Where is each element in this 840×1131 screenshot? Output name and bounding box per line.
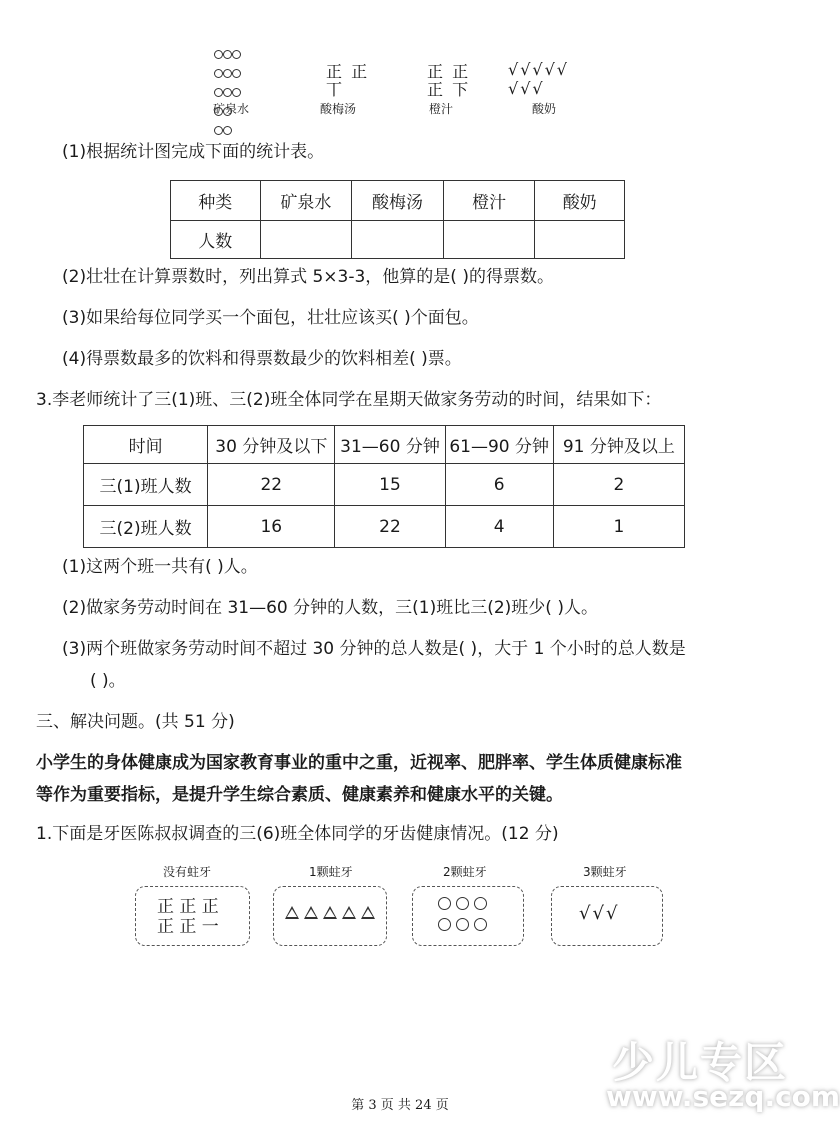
table-cell: 6 [445,464,553,506]
box-title-1-cavity: 1颗蛀牙 [309,865,353,879]
section-q1: 1.下面是牙医陈叔叔调查的三(6)班全体同学的牙齿健康情况。(12 分) [36,824,559,844]
table-cell: 15 [335,464,445,506]
tally-sour-plum-line2: 丅 [326,80,345,99]
q2-part2: (2)壮壮在计算票数时，列出算式 5×3-3，他算的是( )的得票数。 [62,267,554,287]
tally-line: 正 正 正 [157,897,219,917]
table-header-cell: 种类 [171,181,261,221]
circle-icon [456,918,469,931]
q3-part1: (1)这两个班一共有( )人。 [62,557,258,577]
tally-yogurt-line1: √√√√√ [508,60,569,79]
circle-icon [438,918,451,931]
drink-stats-table [170,180,625,259]
q3-part3: (3)两个班做家务劳动时间不超过 30 分钟的总人数是( )，大于 1 个小时的总人数是 [62,639,686,659]
no-cavity-tally [157,897,219,937]
triangle-icon [342,906,356,919]
water-circles-icon [214,45,254,140]
table-header-cell: 91 分钟及以上 [553,426,684,464]
table-header-cell: 时间 [84,426,208,464]
check-symbols: √√√ [579,903,620,924]
table-header-cell: 酸梅汤 [352,181,444,221]
tally-orange-line2: 正 下 [427,80,471,99]
section-intro-line1: 小学生的身体健康成为国家教育事业的重中之重，近视率、肥胖率、学生体质健康标准 [36,753,682,773]
box-title-no-cavity: 没有蛀牙 [163,865,212,879]
circle-icon [438,897,451,910]
circle-icon [474,897,487,910]
table-cell: 2 [553,464,684,506]
triangle-icon [285,906,299,919]
table-header-cell: 酸奶 [535,181,625,221]
tally-line: 正 正 一 [157,917,219,937]
table-row-label: 三(2)班人数 [84,506,208,548]
section-intro-line2: 等作为重要指标，是提升学生综合素质、健康素养和健康水平的关键。 [36,785,563,805]
tally-label-yogurt: 酸奶 [532,102,557,116]
table-header-cell: 橙汁 [443,181,535,221]
circle-icon [456,897,469,910]
table-header-cell: 31—60 分钟 [335,426,445,464]
table-header-cell: 61—90 分钟 [445,426,553,464]
triangle-icon [304,906,318,919]
q3-part2: (2)做家务劳动时间在 31—60 分钟的人数，三(1)班比三(2)班少( )人。 [62,598,598,618]
table-row-label: 三(1)班人数 [84,464,208,506]
box-title-2-cavity: 2颗蛀牙 [443,865,487,879]
circle-symbols [438,895,492,937]
table-answer-cell[interactable] [260,221,352,259]
box-title-3-cavity: 3颗蛀牙 [583,865,627,879]
triangle-symbols [285,904,380,924]
tally-sour-plum-line1: 正 正 [326,62,370,81]
table-header-cell: 30 分钟及以下 [208,426,335,464]
table-answer-cell[interactable] [443,221,535,259]
watermark-brand: 少儿专区 [612,1038,789,1087]
circle-icon [474,918,487,931]
table-header-cell: 矿泉水 [260,181,352,221]
table-answer-cell[interactable] [352,221,444,259]
q2-part1: (1)根据统计图完成下面的统计表。 [62,142,325,162]
tally-label-orange: 橙汁 [429,102,454,116]
section-title: 三、解决问题。(共 51 分) [36,712,235,732]
table-answer-cell[interactable] [535,221,625,259]
triangle-icon [323,906,337,919]
table-cell: 1 [553,506,684,548]
table-row-label: 人数 [171,221,261,259]
watermark-url: www.sezq.com [606,1080,840,1113]
table-cell: 22 [335,506,445,548]
tally-orange-line1: 正 正 [427,62,471,81]
table-cell: 22 [208,464,335,506]
q2-part4: (4)得票数最多的饮料和得票数最少的饮料相差( )票。 [62,349,462,369]
tally-label-sour-plum: 酸梅汤 [320,102,357,116]
page-footer: 第 3 页 共 24 页 [351,1098,449,1113]
table-cell: 4 [445,506,553,548]
q3-part3-cont: ( )。 [90,671,126,691]
table-cell: 16 [208,506,335,548]
housework-time-table [83,425,685,548]
q3-intro: 3.李老师统计了三(1)班、三(2)班全体同学在星期天做家务劳动的时间，结果如下： [36,390,662,410]
q2-part3: (3)如果给每位同学买一个面包，壮壮应该买( )个面包。 [62,308,479,328]
triangle-icon [361,906,375,919]
tally-yogurt-line2: √√√ [508,79,545,98]
tally-label-water: 矿泉水 [213,102,250,116]
